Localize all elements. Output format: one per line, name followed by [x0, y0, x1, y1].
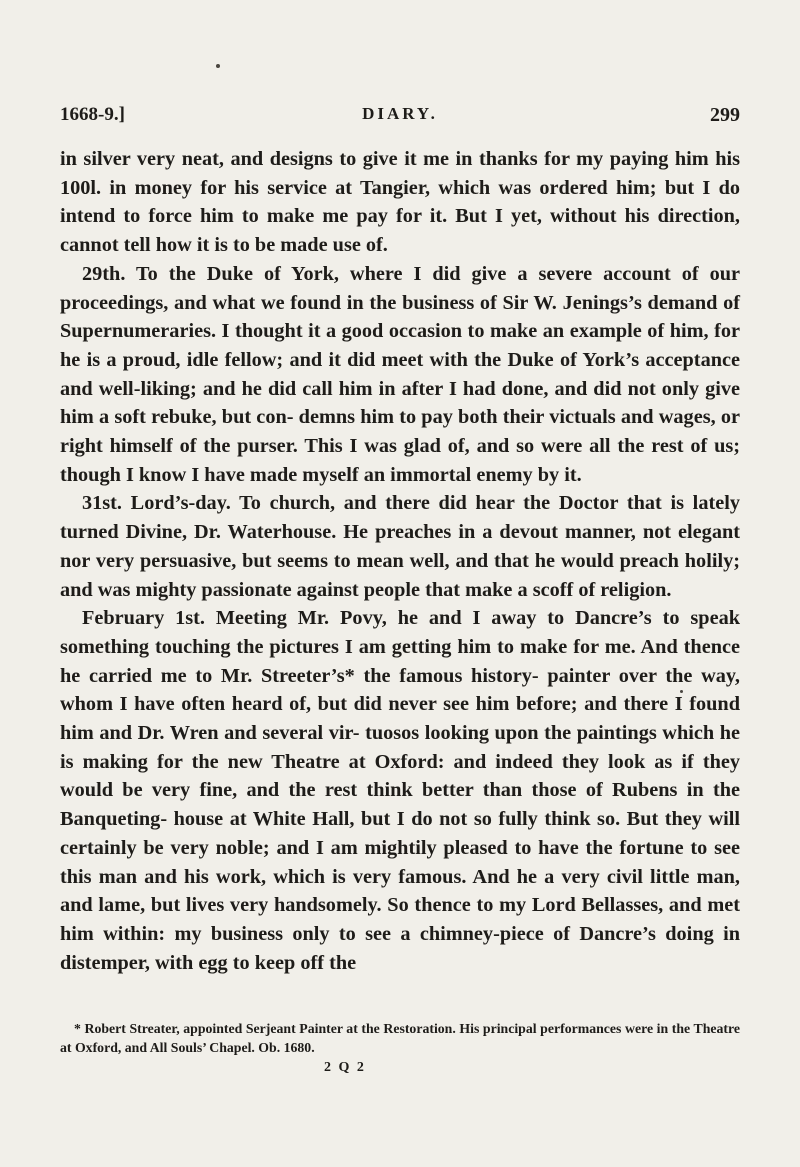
page-header — [60, 104, 740, 134]
paragraph-february-1st: February 1st. Meeting Mr. Povy, he and I away to Dancre’s to speak something touching the pictures I am getting him to make for me. And thence he carried me to Mr. Streeter’s* the famous history- painter over the way, whom I have often heard of, but did never see him before; and there I found him and Dr. Wren and several vir- tuosos looking upon the paintings which he is making for the new Theatre at Oxford: and indeed they look as if they would be very fine, and the rest think better than those of Rubens in the Banqueting- house at White Hall, but I do not so fully think so. But they will certainly be very noble; and I am mightily pleased to have the fortune to see this man and his work, which is very famous. And he a very civil little man, and lame, but lives very handsomely. So thence to my Lord Bellasses, and met him within: my business only to see a chimney-piece of Dancre’s doing in distemper, with egg to keep off the — [60, 607, 740, 974]
paper-speck — [216, 64, 220, 68]
paragraph-31st: 31st. Lord’s-day. To church, and there did hear the Doctor that is lately turned Divine, Dr. Waterhouse. He preaches in a devout manner, not elegant nor very persuasive, but seems to mean well, and that he would preach holily; and was mighty passionate against people that make a scoff of religion. — [60, 492, 740, 601]
printer-signature: 2 Q 2 — [324, 1060, 366, 1075]
paper-speck — [680, 690, 683, 693]
header-title: DIARY. — [362, 104, 438, 123]
paragraph-continuation: in silver very neat, and designs to give it me in thanks for my paying him his 100l. in money for his service at Tangier, which was ordered him; but I do intend to force him to make me pay for it. But I yet, without his direction, cannot tell how it is to be made use of. — [60, 148, 740, 257]
header-years: 1668-9.] — [60, 104, 125, 125]
footnote — [60, 1019, 740, 1057]
body-text — [60, 145, 740, 977]
paragraph-29th: 29th. To the Duke of York, where I did give a severe account of our proceedings, and what we found in the business of Sir W. Jenings’s demand of Supernumeraries. I thought it a good occasion to make an example of him, for he is a proud, idle fellow; and it did meet with the Duke of York’s acceptance and well-liking; and he did call him in after I had done, and did not only give him a soft rebuke, but con- demns him to pay both their victuals and wages, or right himself of the purser. This I was glad of, and so were all the rest of us; though I know I have made myself an immortal enemy by it. — [60, 262, 740, 486]
footnote-text: * Robert Streater, appointed Serjeant Painter at the Restoration. His principal performances were in the Theatre at Oxford, and All Souls’ Chapel. Ob. 1680. — [60, 1021, 740, 1055]
page-number: 299 — [710, 104, 740, 126]
